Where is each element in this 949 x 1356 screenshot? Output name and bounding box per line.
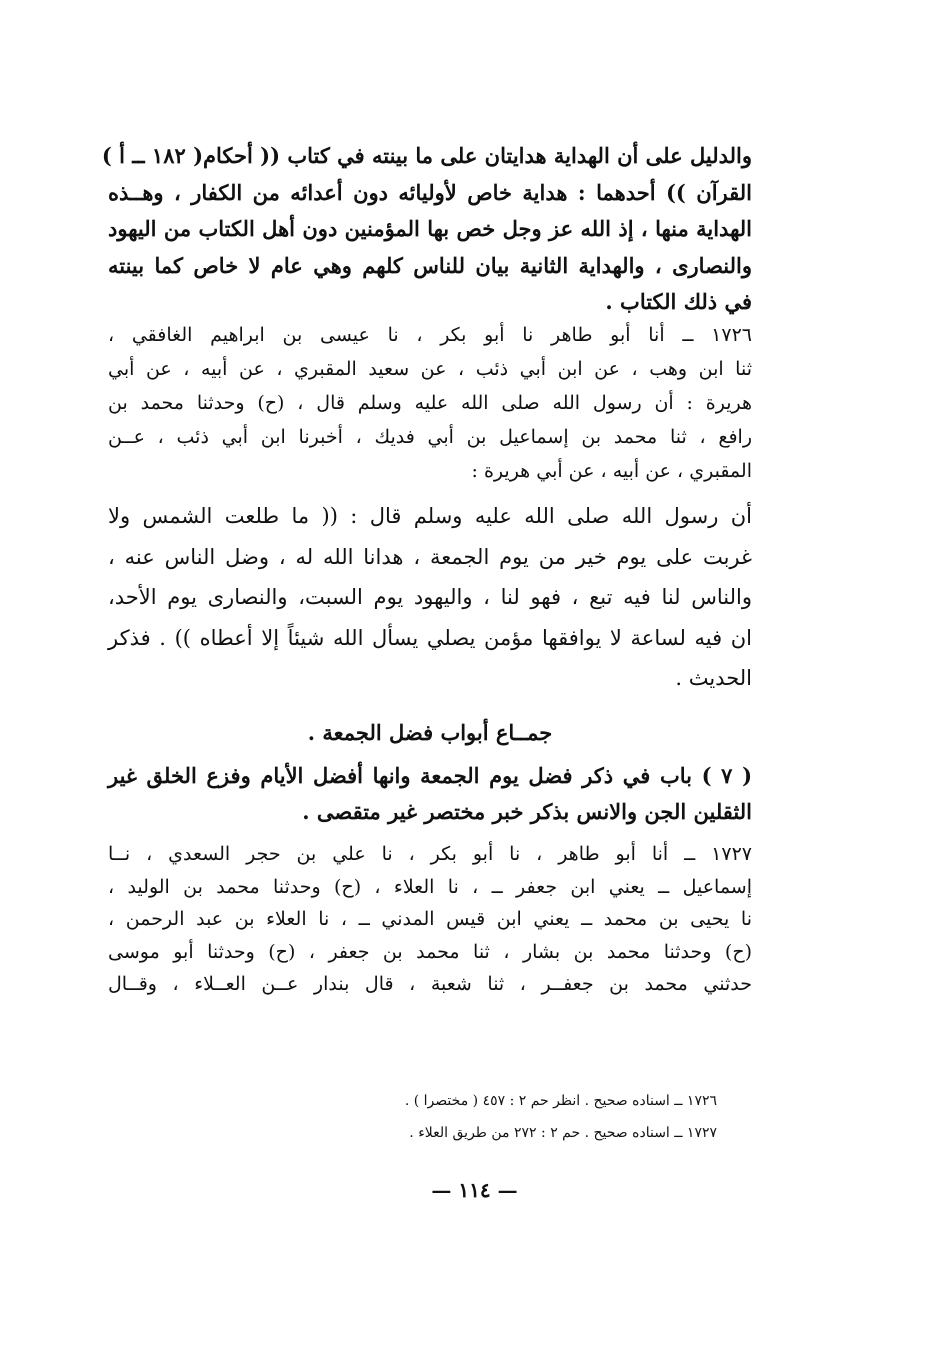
hadith-1726-isnad [108, 318, 752, 488]
text-line: والدليل على أن الهداية هدايتان على ما بينته في كتاب (( أحكام( ١٨٢ ــ أ ) [101, 143, 752, 168]
text-line: ( ٧ ) باب في ذكر فضل يوم الجمعة وانها أفضل الأيام وفزع الخلق غير [108, 763, 753, 788]
text-line: ١٧٢٧ ــ أنا أبو طاهر ، نا أبو بكر ، نا علي بن حجر السعدي ، نــا [108, 843, 752, 865]
text-line: الهداية منها ، إذ الله عز وجل خص بها المؤمنين دون أهل الكتاب من اليهود [108, 216, 752, 241]
hadith-1727-isnad [108, 838, 752, 1001]
text-line: ١٧٢٦ ــ أنا أبو طاهر نا أبو بكر ، نا عيسى بن ابراهيم الغافقي ، [108, 324, 752, 346]
text-line: أن رسول الله صلى الله عليه وسلم قال : (( ما طلعت الشمس ولا [108, 504, 752, 528]
text-line: حدثني محمد بن جعفــر ، ثنا شعبة ، قال بندار عــن العــلاء ، وقــال [108, 973, 752, 995]
text-line: نا يحيى بن محمد ــ يعني ابن قيس المدني ــ ، نا العلاء بن عبد الرحمن ، [108, 908, 752, 930]
text-line: هريرة : أن رسول الله صلى الله عليه وسلم قال ، (ح) وحدثنا محمد بن [108, 392, 752, 414]
text-line: ان فيه لساعة لا يوافقها مؤمن يصلي يسأل الله شيئاً إلا أعطاه )) . فذكر [108, 625, 752, 650]
footnote-1727: ١٧٢٧ ــ اسناده صحيح . حم ٢ : ٢٧٢ من طريق العلاء . [409, 1125, 717, 1141]
text-line: القرآن )) أحدهما : هداية خاص لأوليائه دون أعدائه من الكفار ، وهــذه [108, 179, 752, 205]
text-line: الحديث . [675, 666, 752, 690]
page-number: — ١١٤ — [431, 1178, 518, 1202]
text-line: والنصارى ، والهداية الثانية بيان للناس كلهم وهي عام لا خاص كما بينته [108, 252, 752, 278]
hadith-1726-matn [108, 496, 752, 699]
section-heading: جمــاع أبواب فضل الجمعة . [307, 720, 553, 745]
text-line: (ح) وحدثنا محمد بن بشار ، ثنا محمد بن جعفر ، (ح) وحدثنا أبو موسى [108, 940, 752, 963]
text-line: الثقلين الجن والانس بذكر خبر مختصر غير متقصى . [302, 799, 752, 824]
footnote-1726: ١٧٢٦ ــ اسناده صحيح . انظر حم ٢ : ٤٥٧ ( مختصرا ) . [404, 1093, 717, 1109]
footnotes [405, 1085, 717, 1149]
text-line: المقبري ، عن أبيه ، عن أبي هريرة : [471, 460, 752, 482]
text-line: غربت على يوم خير من يوم الجمعة ، هدانا الله له ، وضل الناس عنه ، [108, 544, 752, 569]
intro-paragraph [101, 138, 752, 321]
text-line: إسماعيل ــ يعني ابن جعفر ــ ، نا العلاء ، (ح) وحدثنا محمد بن الوليد ، [108, 875, 752, 898]
text-line: ثنا ابن وهب ، عن ابن أبي ذئب ، عن سعيد المقبري ، عن أبيه ، عن أبي [108, 358, 752, 380]
text-line: رافع ، ثنا محمد بن إسماعيل بن أبي فديك ، أخبرنا ابن أبي ذئب ، عــن [108, 426, 752, 448]
chapter-title [108, 758, 752, 830]
text-line: والناس لنا فيه تبع ، فهو لنا ، واليهود يوم السبت، والنصارى يوم الأحد، [108, 585, 752, 609]
text-line: في ذلك الكتاب . [605, 289, 752, 314]
